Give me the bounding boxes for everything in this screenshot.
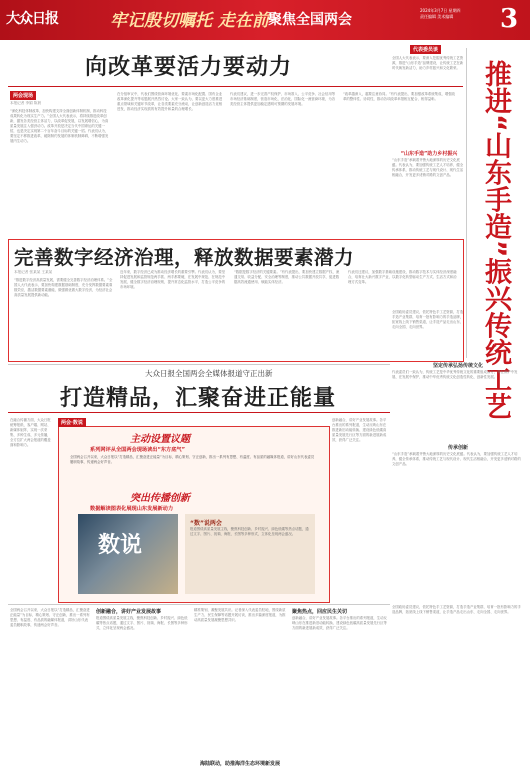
section2-sponsor-line: 大众日报全国两会全媒体报道守正出新 [145, 369, 273, 378]
sidebar-divider [466, 48, 467, 358]
article1-tag: 两会现场 [10, 91, 36, 100]
sidebar-intro-text: 全国人大代表表示，要深入挖掘优秀传统工艺资源，推进“山东手造”品牌建设，让传统工艺在新时代焕发新活力，助力乡村振兴和文化繁荣。 [392, 56, 464, 70]
section2-divider [8, 412, 390, 413]
sidebar-tag: 代表委员谈 [410, 45, 441, 54]
section2-bottom-col-1: 全国两会召开以来，大众日报以“打造精品，汇聚奋进正能量”为目标，精心策划、守正创新，推出一系列有思想、有温度、有品质的融媒体报道，讲好山东代表委员履职故事，传递两会好声音。 [10, 608, 90, 627]
article2-headline: 完善数字经济治理，释放数据要素潜力 [14, 246, 355, 269]
article2-column-3: “数据是数字经济的关键要素。”有代表提出，要加快建立数据产权、流通交易、收益分配、安全治理等制度，推动公共数据开放共享，促进数据高效流通使用、赋能实体经济。 [234, 270, 340, 284]
section2-top-rule [8, 364, 390, 365]
article1-byline: 本报记者 李娟 陈晨 [10, 101, 42, 105]
sidebar-text-1: “山东手造”承载着齐鲁大地深厚的历史文化底蕴。代表认为，要加强传统工艺人才培养，健全传承体系，推动传统工艺与现代设计、现代生活相融合，开发更多适销对路的文创产品。 [392, 158, 464, 177]
article2-column-1: “推进数字经济高质量发展，需要健全完善数字经济治理体系。”全国人大代表表示，要加快构建数据基础制度，充分发挥数据要素乘数效应，激活数据要素潜能，做强做优做大数字经济，为经济社会高质量发展提供新动能。 [14, 278, 113, 297]
section2-bottom-col-3: 精准策划，凝聚发展共识。记者深入代表委员驻地，围绕新质生产力、民生保障等话题开展访谈，推出多篇深度报道，为推动高质量发展凝聚思想共识。 [194, 608, 286, 622]
masthead-editor-line: 责任编辑 美术编辑 [420, 14, 454, 19]
article1-column-4: “改革越深入，越要注意协同。”有代表提出，要加强改革系统集成，增强改革的整体性、协同性，推动各项改革举措相互配合、相得益彰。 [343, 92, 455, 101]
masthead-section-title: 聚焦全国两会 [268, 12, 352, 28]
section2-headline: 打造精品，汇聚奋进正能量 [60, 386, 337, 411]
sidebar-vertical-headline: 推进“山东手造”振兴传统工艺 [480, 60, 511, 420]
infographic-title-1: 主动设置议题 [130, 434, 190, 445]
section2-subhead-2: 聚焦热点，回应民生关切 [292, 609, 348, 615]
infographic-sub-2: 数据解读图表化展现山东发展新动力 [90, 506, 174, 512]
sidebar-text-4: “山东手造”承载着齐鲁大地深厚的历史文化底蕴。代表认为，要加强传统工艺人才培养，健全传承体系，推动传统工艺与现代设计、现代生活相融合，开发更多适销对路的文创产品。 [392, 452, 521, 466]
article1-column-1: “深化科技体制改革，加快构建支持全面创新体制机制，推动科技成果转化为现实生产力。”全国人大代表表示，将持续推进改革创新，激发各类经营主体活力，以改革促发展，以发展增信心，为高质量发展注入强劲动力。改革开放是决定当代中国命运的关键一招，也是决定实现第二个百年奋斗目标的关键一招。代表们认为，要坚定不移推进改革，破除制约发展的体制机制障碍，不断增强发展内生动力。 [10, 109, 109, 143]
infographic-photo-title: 数说 [98, 532, 143, 558]
sidebar-subhead-1: “山东手造”助力乡村振兴 [400, 151, 458, 157]
article2-column-4: 代表们还建议，加强数字基础设施建设，推动数字技术与实体经济深度融合，培育壮大新兴数字产业，以数字化转型驱动生产方式、生活方式和治理方式变革。 [348, 270, 457, 284]
sidebar-subhead-2: 坚定传承弘扬传统文化 [432, 363, 483, 369]
article1-column-2: 在分组审议中，代表们围绕营商环境优化、要素市场化配置、国有企业改革深化提升等话题展开热烈讨论。大家一致认为，要以更大力度推进重点领域和关键环节改革，让各类要素充分流动，让创新创造活力竞相迸发，推动经济实现质的有效提升和量的合理增长。 [117, 92, 223, 111]
newspaper-logo: 大众日报 [6, 11, 58, 27]
masthead-date [420, 8, 490, 20]
section2-subhead-3: 海陆联动，助推海洋生态环境新发展 [200, 761, 281, 767]
section2-left-column: 在融合传播方面，大众日报统筹报纸、客户端、网站、新媒体矩阵，实现一次采集、多种生成、多元传播，全方位扩大两会报道的覆盖面和影响力。 [10, 418, 51, 447]
article2-byline: 本报记者 张某某 王某某 [14, 270, 53, 274]
masthead-date-line: 2024年3月7日 星期四 [420, 8, 461, 13]
section2-bottom-col-2: 报道围绕高质量发展主线，聚焦科技创新、乡村振兴、绿色低碳等热点话题，通过文字、图片、视频、海报、长图等多种形式，立体化呈现两会盛况。 [96, 616, 188, 630]
article2-column-2: 近年来，数字经济已成为推动经济增长的重要引擎。代表们认为，要坚持促进发展和监管规范两手抓、两手都要硬，在发展中规范、在规范中发展，健全数字经济治理规则，提升常态化监管水平，打造公平竞争的市场环境。 [120, 270, 226, 289]
article1-headline: 向改革要活力要动力 [85, 55, 293, 80]
infographic-sub-1: 系列网评从全国两会现场读出“东方底气” [90, 447, 186, 453]
section2-subhead-1: 创新融合，讲好产业发展故事 [96, 609, 162, 615]
infographic-title-2: 突出传播创新 [130, 493, 190, 504]
section2-bottom-col-4: 创新融合，讲好产业发展故事。各平台推出的系列报道，生动反映山东在推进新旧动能转换、建设绿色低碳高质量发展先行区等方面的新进展新成效，获得广泛关注。 [292, 616, 387, 630]
section2-right-column: 创新融合，讲好产业发展故事。各平台推出的系列报道，生动反映山东在推进新旧动能转换、建设绿色低碳高质量发展先行区等方面的新进展新成效，获得广泛关注。 [332, 418, 387, 442]
page-number: 3 [500, 4, 519, 34]
masthead-slogan: 牢记殷切嘱托 走在前 [110, 11, 269, 31]
infographic-card-title: “数”说两会 [190, 520, 222, 527]
infographic-text-1: 全国两会召开以来，大众日报以“打造精品，汇聚奋进正能量”为目标，精心策划、守正创新，推出一系列有思想、有温度、有品质的融媒体报道，讲好山东代表委员履职故事，传递两会好声音。 [70, 455, 315, 464]
infographic-card-text: 报道围绕高质量发展主线，聚焦科技创新、乡村振兴、绿色低碳等热点话题，通过文字、图片、视频、海报、长图等多种形式，立体化呈现两会盛况。 [190, 527, 309, 536]
infographic-tag: 两会·数说 [58, 418, 86, 427]
sidebar-text-2: 全国政协委员建议，依托特色手工艺资源，打造手造产业集群，培育一批有影响力的手造品牌，拓宽线上线下销售渠道，让手造产品走出山东、走向全国、走向世界。 [392, 310, 464, 329]
article1-column-3: 代表们建议，进一步完善产权保护、市场准入、公平竞争、社会信用等市场经济基础制度，营造市场化、法治化、国际化一流营商环境，为各类经营主体提供更加稳定透明可预期的发展环境。 [230, 92, 336, 106]
sidebar-subhead-3: 传承创新 [447, 445, 468, 451]
sidebar-text-3: 代表委员们一致认为，传统工艺是中华优秀传统文化的重要组成部分，要在保护中发展、在发展中保护，推动中华优秀传统文化创造性转化、创新性发展。 [392, 370, 518, 379]
section2-bottom-rule [8, 604, 390, 605]
sidebar-text-5: 全国政协委员建议，依托特色手工艺资源，打造手造产业集群，培育一批有影响力的手造品牌，拓宽线上线下销售渠道，让手造产品走出山东、走向全国、走向世界。 [392, 605, 521, 614]
